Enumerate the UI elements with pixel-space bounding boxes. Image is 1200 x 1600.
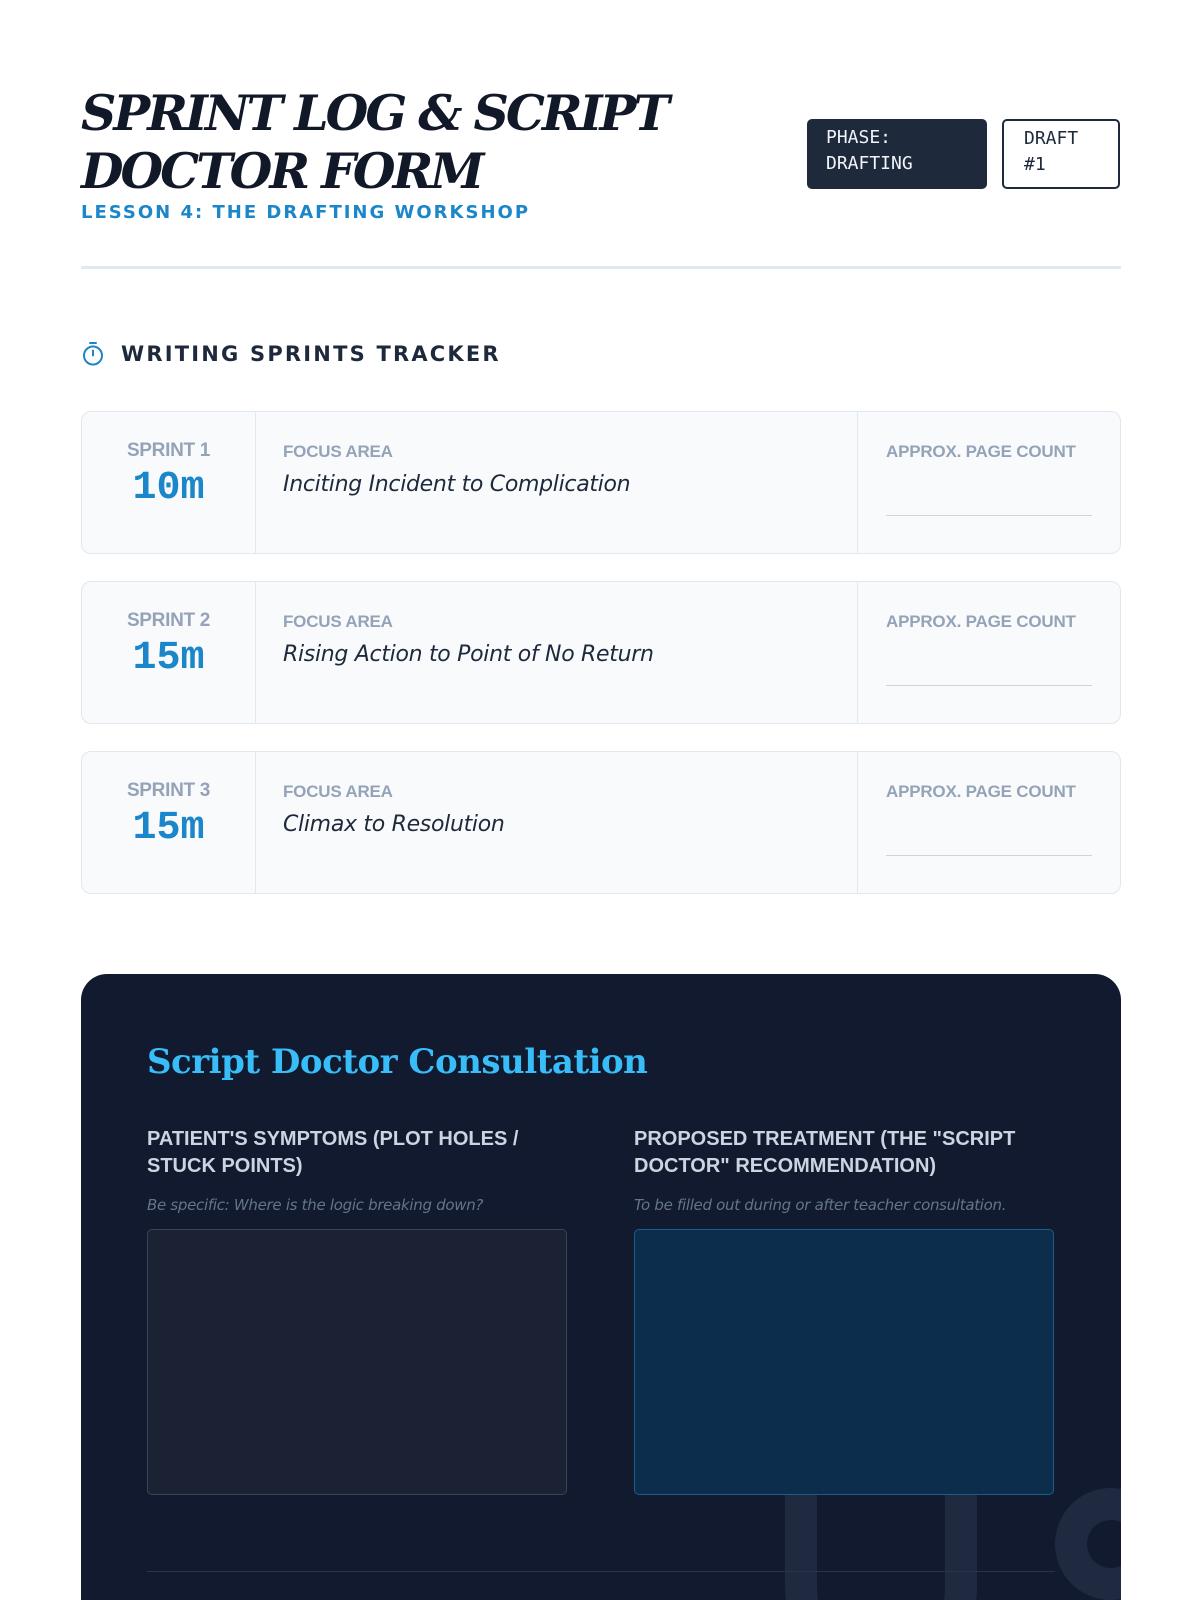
sprint-number-cell [82, 752, 256, 893]
focus-area-label: FOCUS AREA [283, 442, 393, 461]
sprint-number-cell [82, 412, 256, 553]
page-count-input[interactable] [886, 652, 1092, 686]
focus-area-label: FOCUS AREA [283, 612, 393, 631]
sprint-focus-cell [256, 752, 858, 893]
sprint-label: SPRINT 2 [126, 610, 211, 631]
sprint-label: SPRINT 3 [126, 780, 211, 801]
page-count-label: APPROX. PAGE COUNT [886, 782, 1076, 801]
sprint-card [81, 581, 1121, 724]
symptoms-hint: Be specific: Where is the logic breaking down? [147, 1196, 484, 1214]
script-doctor-panel [81, 974, 1121, 1600]
page-count-cell [858, 412, 1120, 553]
panel-divider [147, 1571, 1055, 1572]
page-count-input[interactable] [886, 822, 1092, 856]
sprint-focus-cell [256, 412, 858, 553]
sprint-card [81, 751, 1121, 894]
treatment-hint: To be filled out during or after teacher consultation. [634, 1196, 1007, 1214]
focus-area-text: Rising Action to Point of No Return [283, 642, 654, 667]
focus-area-text: Climax to Resolution [283, 812, 505, 837]
symptoms-textarea[interactable] [147, 1229, 567, 1495]
sprint-focus-cell [256, 582, 858, 723]
sprints-list [81, 411, 1121, 921]
sprints-section-heading [81, 336, 501, 372]
page-count-label: APPROX. PAGE COUNT [886, 442, 1076, 461]
sprint-card [81, 411, 1121, 554]
lesson-subtitle: LESSON 4: THE DRAFTING WORKSHOP [81, 202, 531, 223]
page [81, 0, 1121, 1600]
doctor-title: Script Doctor Consultation [147, 1042, 648, 1082]
page-count-cell [858, 752, 1120, 893]
focus-area-label: FOCUS AREA [283, 782, 393, 801]
sprint-duration: 10m [132, 466, 205, 511]
timer-icon [81, 341, 105, 367]
sprint-number-cell [82, 582, 256, 723]
phase-badge: PHASE: DRAFTING [807, 119, 987, 189]
sprint-duration: 15m [132, 636, 205, 681]
focus-area-text: Inciting Incident to Complication [283, 472, 631, 497]
header-divider [81, 266, 1121, 269]
page-count-input[interactable] [886, 482, 1092, 516]
page-header [81, 84, 1121, 234]
treatment-label: PROPOSED TREATMENT (THE "SCRIPT DOCTOR" RECOMMENDATION) [634, 1128, 1016, 1177]
sprints-section-title: WRITING SPRINTS TRACKER [121, 342, 501, 366]
page-count-cell [858, 582, 1120, 723]
symptoms-column [147, 1126, 567, 1495]
sprint-label: SPRINT 1 [126, 440, 211, 461]
symptoms-label: PATIENT'S SYMPTOMS (PLOT HOLES / STUCK POINTS) [147, 1128, 519, 1177]
treatment-textarea[interactable] [634, 1229, 1054, 1495]
page-title: SPRINT LOG & SCRIPT DOCTOR FORM [81, 84, 667, 200]
treatment-column [634, 1126, 1054, 1495]
sprint-duration: 15m [132, 806, 205, 851]
draft-badge: DRAFT #1 [1002, 119, 1120, 189]
page-count-label: APPROX. PAGE COUNT [886, 612, 1076, 631]
